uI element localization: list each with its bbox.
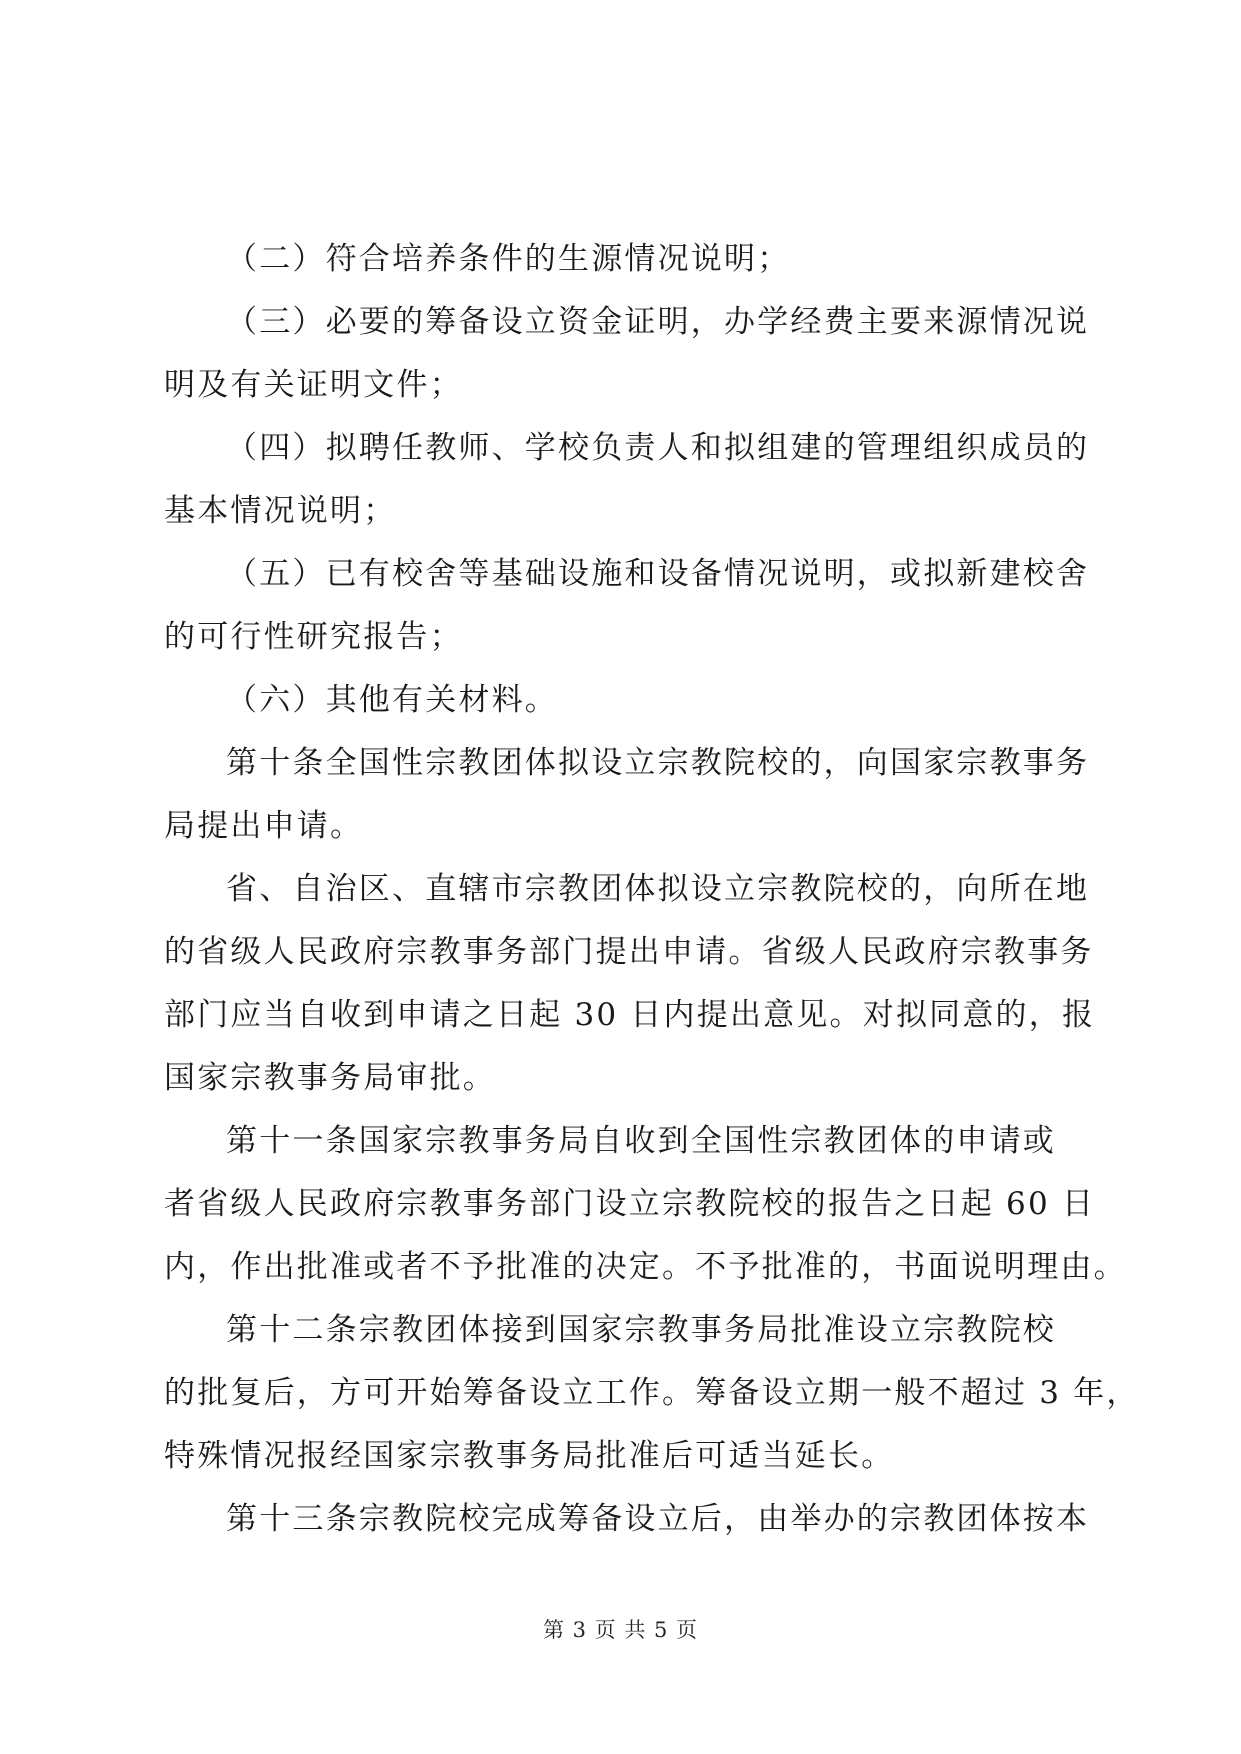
text-line: 明及有关证明文件； bbox=[164, 367, 463, 403]
text-line: 特殊情况报经国家宗教事务局批准后可适当延长。 bbox=[164, 1438, 895, 1474]
paragraph bbox=[164, 732, 1090, 858]
text-line: 内，作出批准或者不予批准的决定。不予批准的，书面说明理由。 bbox=[164, 1249, 1127, 1285]
paragraph bbox=[164, 1110, 1127, 1299]
page-number: 第 3 页 共 5 页 bbox=[542, 1618, 699, 1642]
text-line: （五）已有校舍等基础设施和设备情况说明，或拟新建校舍 bbox=[226, 556, 1090, 592]
text-line: 的省级人民政府宗教事务部门提出申请。省级人民政府宗教事务 bbox=[164, 934, 1094, 970]
paragraph bbox=[164, 291, 1090, 417]
text-line: 局提出申请。 bbox=[164, 808, 364, 844]
paragraph bbox=[164, 858, 1096, 1110]
text-line: 部门应当自收到申请之日起 30 日内提出意见。对拟同意的，报 bbox=[164, 997, 1096, 1033]
text-line: 的可行性研究报告； bbox=[164, 619, 463, 655]
paragraph bbox=[164, 417, 1090, 543]
paragraph bbox=[164, 1299, 1140, 1488]
paragraph bbox=[164, 543, 1090, 669]
paragraph bbox=[164, 228, 1080, 291]
text-line: 第十三条宗教院校完成筹备设立后，由举办的宗教团体按本 bbox=[226, 1501, 1090, 1537]
page-footer bbox=[0, 1614, 1241, 1644]
text-line: 第十条全国性宗教团体拟设立宗教院校的，向国家宗教事务 bbox=[226, 745, 1090, 781]
text-line: 省、自治区、直辖市宗教团体拟设立宗教院校的，向所在地 bbox=[226, 871, 1090, 907]
document-body bbox=[164, 228, 1140, 1551]
text-line: （四）拟聘任教师、学校负责人和拟组建的管理组织成员的 bbox=[226, 430, 1090, 466]
paragraph bbox=[164, 1488, 1090, 1551]
text-line: （二）符合培养条件的生源情况说明； bbox=[226, 241, 791, 277]
text-line: 国家宗教事务局审批。 bbox=[164, 1060, 496, 1096]
text-line: 者省级人民政府宗教事务部门设立宗教院校的报告之日起 60 日 bbox=[164, 1186, 1096, 1222]
text-line: 第十一条国家宗教事务局自收到全国性宗教团体的申请或 bbox=[226, 1123, 1056, 1159]
text-line: （三）必要的筹备设立资金证明，办学经费主要来源情况说 bbox=[226, 304, 1090, 340]
text-line: 第十二条宗教团体接到国家宗教事务局批准设立宗教院校 bbox=[226, 1312, 1056, 1348]
text-line: 基本情况说明； bbox=[164, 493, 397, 529]
text-line: 的批复后，方可开始筹备设立工作。筹备设立期一般不超过 3 年， bbox=[164, 1375, 1140, 1411]
paragraph bbox=[164, 669, 1080, 732]
text-line: （六）其他有关材料。 bbox=[226, 682, 558, 718]
